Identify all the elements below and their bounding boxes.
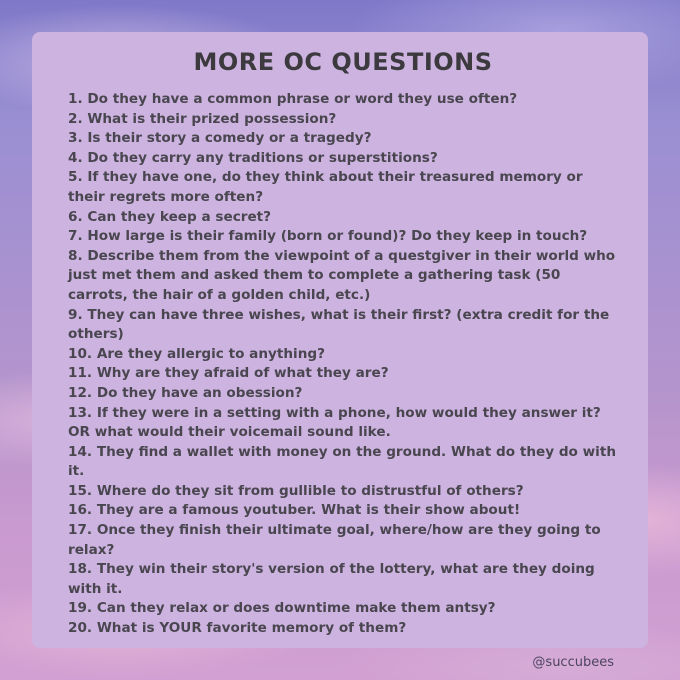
question-item: 4. Do they carry any traditions or superstitions? — [68, 149, 438, 166]
question-item: 1. Do they have a common phrase or word they use often? — [68, 91, 518, 107]
question-item: 3. Is their story a comedy or a tragedy? — [68, 130, 372, 147]
question-item: 7. How large is their family (born or found)? Do they keep in touch? — [68, 228, 588, 245]
question-item: 2. What is their prized possession? — [68, 110, 337, 127]
question-list — [68, 90, 618, 639]
question-item: 10. Are they allergic to anything? — [68, 345, 325, 362]
question-item: 17. Once they finish their ultimate goal, where/how are they going to relax? — [68, 522, 601, 558]
question-item: 16. They are a famous youtuber. What is their show about! — [68, 502, 521, 519]
question-item: 15. Where do they sit from gullible to distrustful of others? — [68, 482, 524, 499]
question-item: 20. What is YOUR favorite memory of them? — [68, 620, 407, 637]
question-item: 13. If they were in a setting with a phone, how would they answer it? OR what would their voicemail sound like. — [68, 404, 601, 441]
question-item: 9. They can have three wishes, what is their first? (extra credit for the others) — [68, 306, 610, 343]
question-item: 12. Do they have an obession? — [68, 384, 303, 401]
question-item: 8. Describe them from the viewpoint of a questgiver in their world who just met them and asked them to complete a gathering task (50 carrots, the hair of a golden child, etc.) — [68, 247, 616, 303]
question-item: 14. They find a wallet with money on the ground. What do they do with it. — [68, 443, 617, 480]
question-card — [32, 32, 648, 648]
question-item: 6. Can they keep a secret? — [68, 208, 272, 225]
question-item: 18. They win their story's version of the lottery, what are they doing with it. — [68, 561, 595, 597]
question-item: 5. If they have one, do they think about their treasured memory or their regrets more often? — [68, 169, 583, 205]
question-item: 19. Can they relax or does downtime make them antsy? — [68, 600, 496, 617]
author-credit: @succubees — [532, 655, 614, 670]
card-title: MORE OC QUESTIONS — [193, 48, 493, 76]
question-item: 11. Why are they afraid of what they are? — [68, 365, 389, 382]
